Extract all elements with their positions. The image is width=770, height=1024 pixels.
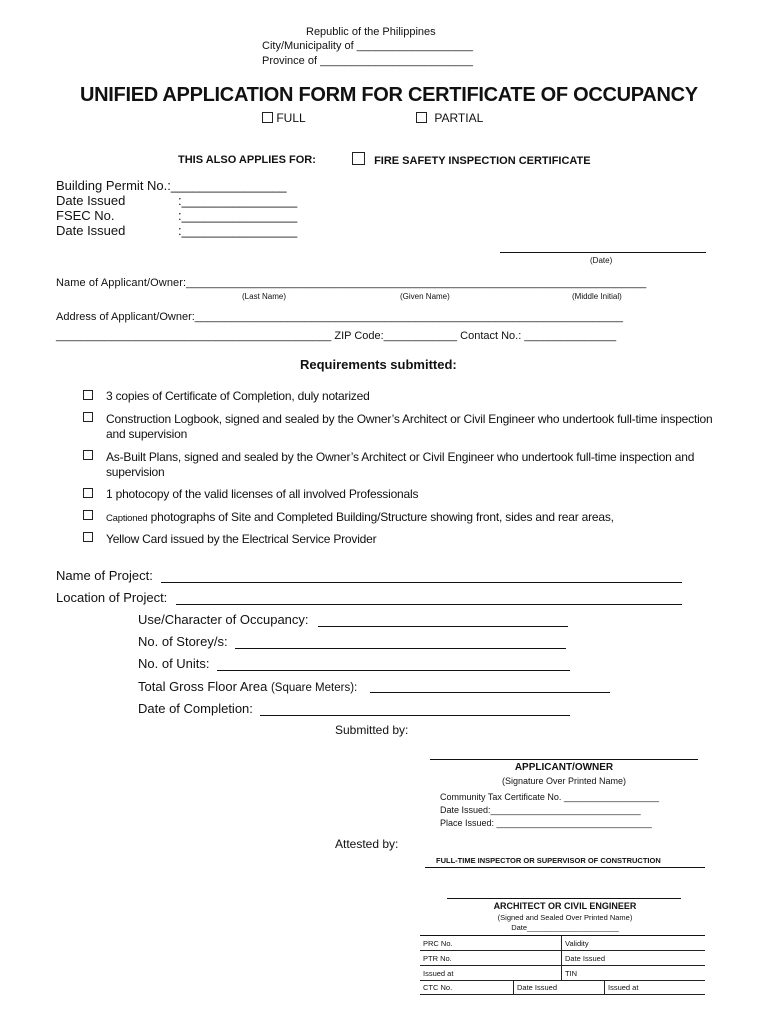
also-applies-label: THIS ALSO APPLIES FOR: <box>178 154 316 166</box>
applicant-address-field[interactable]: Address of Applicant/Owner:______________________________________________________________________ <box>56 311 624 323</box>
ctc-field[interactable]: Community Tax Certificate No. ___________________ <box>440 792 659 802</box>
table-row <box>420 966 705 981</box>
architect-title: ARCHITECT OR CIVIL ENGINEER <box>493 901 637 911</box>
partial-checkbox[interactable] <box>416 112 427 123</box>
gfa-label-text: Total Gross Floor Area <box>138 679 268 694</box>
fsec-field[interactable]: :________________ <box>178 208 298 223</box>
req-checkbox-4[interactable] <box>83 488 93 498</box>
submitted-by-label: Submitted by: <box>335 723 409 737</box>
requirements-title: Requirements submitted: <box>300 357 457 372</box>
architect-signature-line[interactable] <box>447 898 681 899</box>
date-caption: (Date) <box>590 256 613 265</box>
ctc-date-field[interactable]: Date Issued:______________________________ <box>440 805 641 815</box>
table-row <box>420 980 705 995</box>
date-issued-field-1[interactable]: :________________ <box>178 193 298 208</box>
applicant-name-field[interactable]: Name of Applicant/Owner:__________________________________________________________________________ <box>56 277 647 289</box>
issued-at-cell[interactable]: Issued at <box>420 966 562 981</box>
partial-label: PARTIAL <box>434 111 484 125</box>
project-location-label: Location of Project: <box>56 590 168 605</box>
req-item-5-text: photographs of Site and Completed Building/Structure showing front, sides and rear areas, <box>147 510 614 524</box>
captioned-label: Captioned <box>106 513 148 524</box>
gfa-unit: (Square Meters): <box>270 682 358 694</box>
prc-cell[interactable]: PRC No. <box>420 936 562 951</box>
header-city: City/Municipality of ___________________ <box>262 40 473 52</box>
completion-line[interactable] <box>260 715 570 716</box>
ctc-info-table <box>420 980 705 995</box>
validity-cell[interactable]: Validity <box>562 936 706 951</box>
fsic-checkbox[interactable] <box>352 152 365 165</box>
req-checkbox-2[interactable] <box>83 412 93 422</box>
fsic-label: FIRE SAFETY INSPECTION CERTIFICATE <box>374 155 591 167</box>
building-permit-field[interactable]: Building Permit No.:________________ <box>56 178 287 193</box>
architect-caption: (Signed and Sealed Over Printed Name) <box>497 913 633 922</box>
form-title: UNIFIED APPLICATION FORM FOR CERTIFICATE OF OCCUPANCY <box>80 84 698 106</box>
middle-initial-caption: (Middle Initial) <box>572 292 622 301</box>
req-item-3: As-Built Plans, signed and sealed by the Owner’s Architect or Civil Engineer who undertook full-time inspection and <box>106 450 695 464</box>
given-name-caption: (Given Name) <box>400 292 450 301</box>
req-checkbox-1[interactable] <box>83 390 93 400</box>
ctc-no-cell[interactable]: CTC No. <box>420 980 514 995</box>
occupancy-line[interactable] <box>318 626 568 627</box>
req-item-1: 3 copies of Certificate of Completion, duly notarized <box>106 389 370 403</box>
project-location-line[interactable] <box>176 604 682 605</box>
req-checkbox-6[interactable] <box>83 532 93 542</box>
units-line[interactable] <box>217 670 570 671</box>
full-label: FULL <box>276 111 306 125</box>
ctc-issued-at-cell[interactable]: Issued at <box>605 980 706 995</box>
applicant-signature-caption: (Signature Over Printed Name) <box>501 776 627 786</box>
fsec-label: FSEC No. <box>56 208 115 223</box>
inspector-title: FULL-TIME INSPECTOR OR SUPERVISOR OF CONSTRUCTION <box>436 856 661 865</box>
storeys-line[interactable] <box>235 648 566 649</box>
option-full[interactable] <box>262 111 306 125</box>
occupancy-label: Use/Character of Occupancy: <box>138 612 309 627</box>
req-checkbox-5[interactable] <box>83 510 93 520</box>
project-name-line[interactable] <box>161 582 682 583</box>
table-row <box>420 951 705 966</box>
inspector-line[interactable] <box>425 867 705 868</box>
req-item-3-cont: supervision <box>106 465 165 479</box>
date-issued-label-1: Date Issued <box>56 193 126 208</box>
req-item-6: Yellow Card issued by the Electrical Service Provider <box>106 532 377 546</box>
full-checkbox[interactable] <box>262 112 273 123</box>
option-partial[interactable] <box>416 111 483 125</box>
architect-date-field[interactable]: Date______________________ <box>511 923 619 932</box>
gfa-label <box>138 679 357 694</box>
ctc-place-field[interactable]: Place Issued: _______________________________ <box>440 818 652 828</box>
professional-info-table <box>420 936 705 981</box>
tin-cell[interactable]: TIN <box>562 966 706 981</box>
completion-label: Date of Completion: <box>138 701 253 716</box>
ctc-date-cell[interactable]: Date Issued <box>514 980 605 995</box>
req-item-4: 1 photocopy of the valid licenses of all involved Professionals <box>106 487 419 501</box>
table-row <box>420 936 705 951</box>
units-label: No. of Units: <box>138 656 210 671</box>
last-name-caption: (Last Name) <box>242 292 287 301</box>
storeys-label: No. of Storey/s: <box>138 634 228 649</box>
ptr-date-cell[interactable]: Date Issued <box>562 951 706 966</box>
date-issued-label-2: Date Issued <box>56 223 126 238</box>
date-issued-field-2[interactable]: :________________ <box>178 223 298 238</box>
req-item-5 <box>106 510 614 526</box>
req-item-2-cont: and supervision <box>106 427 188 441</box>
header-province: Province of _________________________ <box>262 55 474 67</box>
attested-by-label: Attested by: <box>335 837 399 851</box>
gfa-line[interactable] <box>370 692 610 693</box>
req-checkbox-3[interactable] <box>83 450 93 460</box>
ptr-cell[interactable]: PTR No. <box>420 951 562 966</box>
fsic-option[interactable] <box>352 152 591 167</box>
address-zip-contact-field[interactable]: _____________________________________________ ZIP Code:____________ Contact No.: _______________ <box>56 330 617 342</box>
date-line[interactable] <box>500 252 706 253</box>
project-name-label: Name of Project: <box>56 568 153 583</box>
req-item-2: Construction Logbook, signed and sealed by the Owner’s Architect or Civil Engineer who undertook full-time inspection <box>106 412 713 426</box>
applicant-signature-line[interactable] <box>430 759 698 760</box>
header-republic: Republic of the Philippines <box>306 26 436 38</box>
applicant-owner-title: APPLICANT/OWNER <box>514 762 614 773</box>
